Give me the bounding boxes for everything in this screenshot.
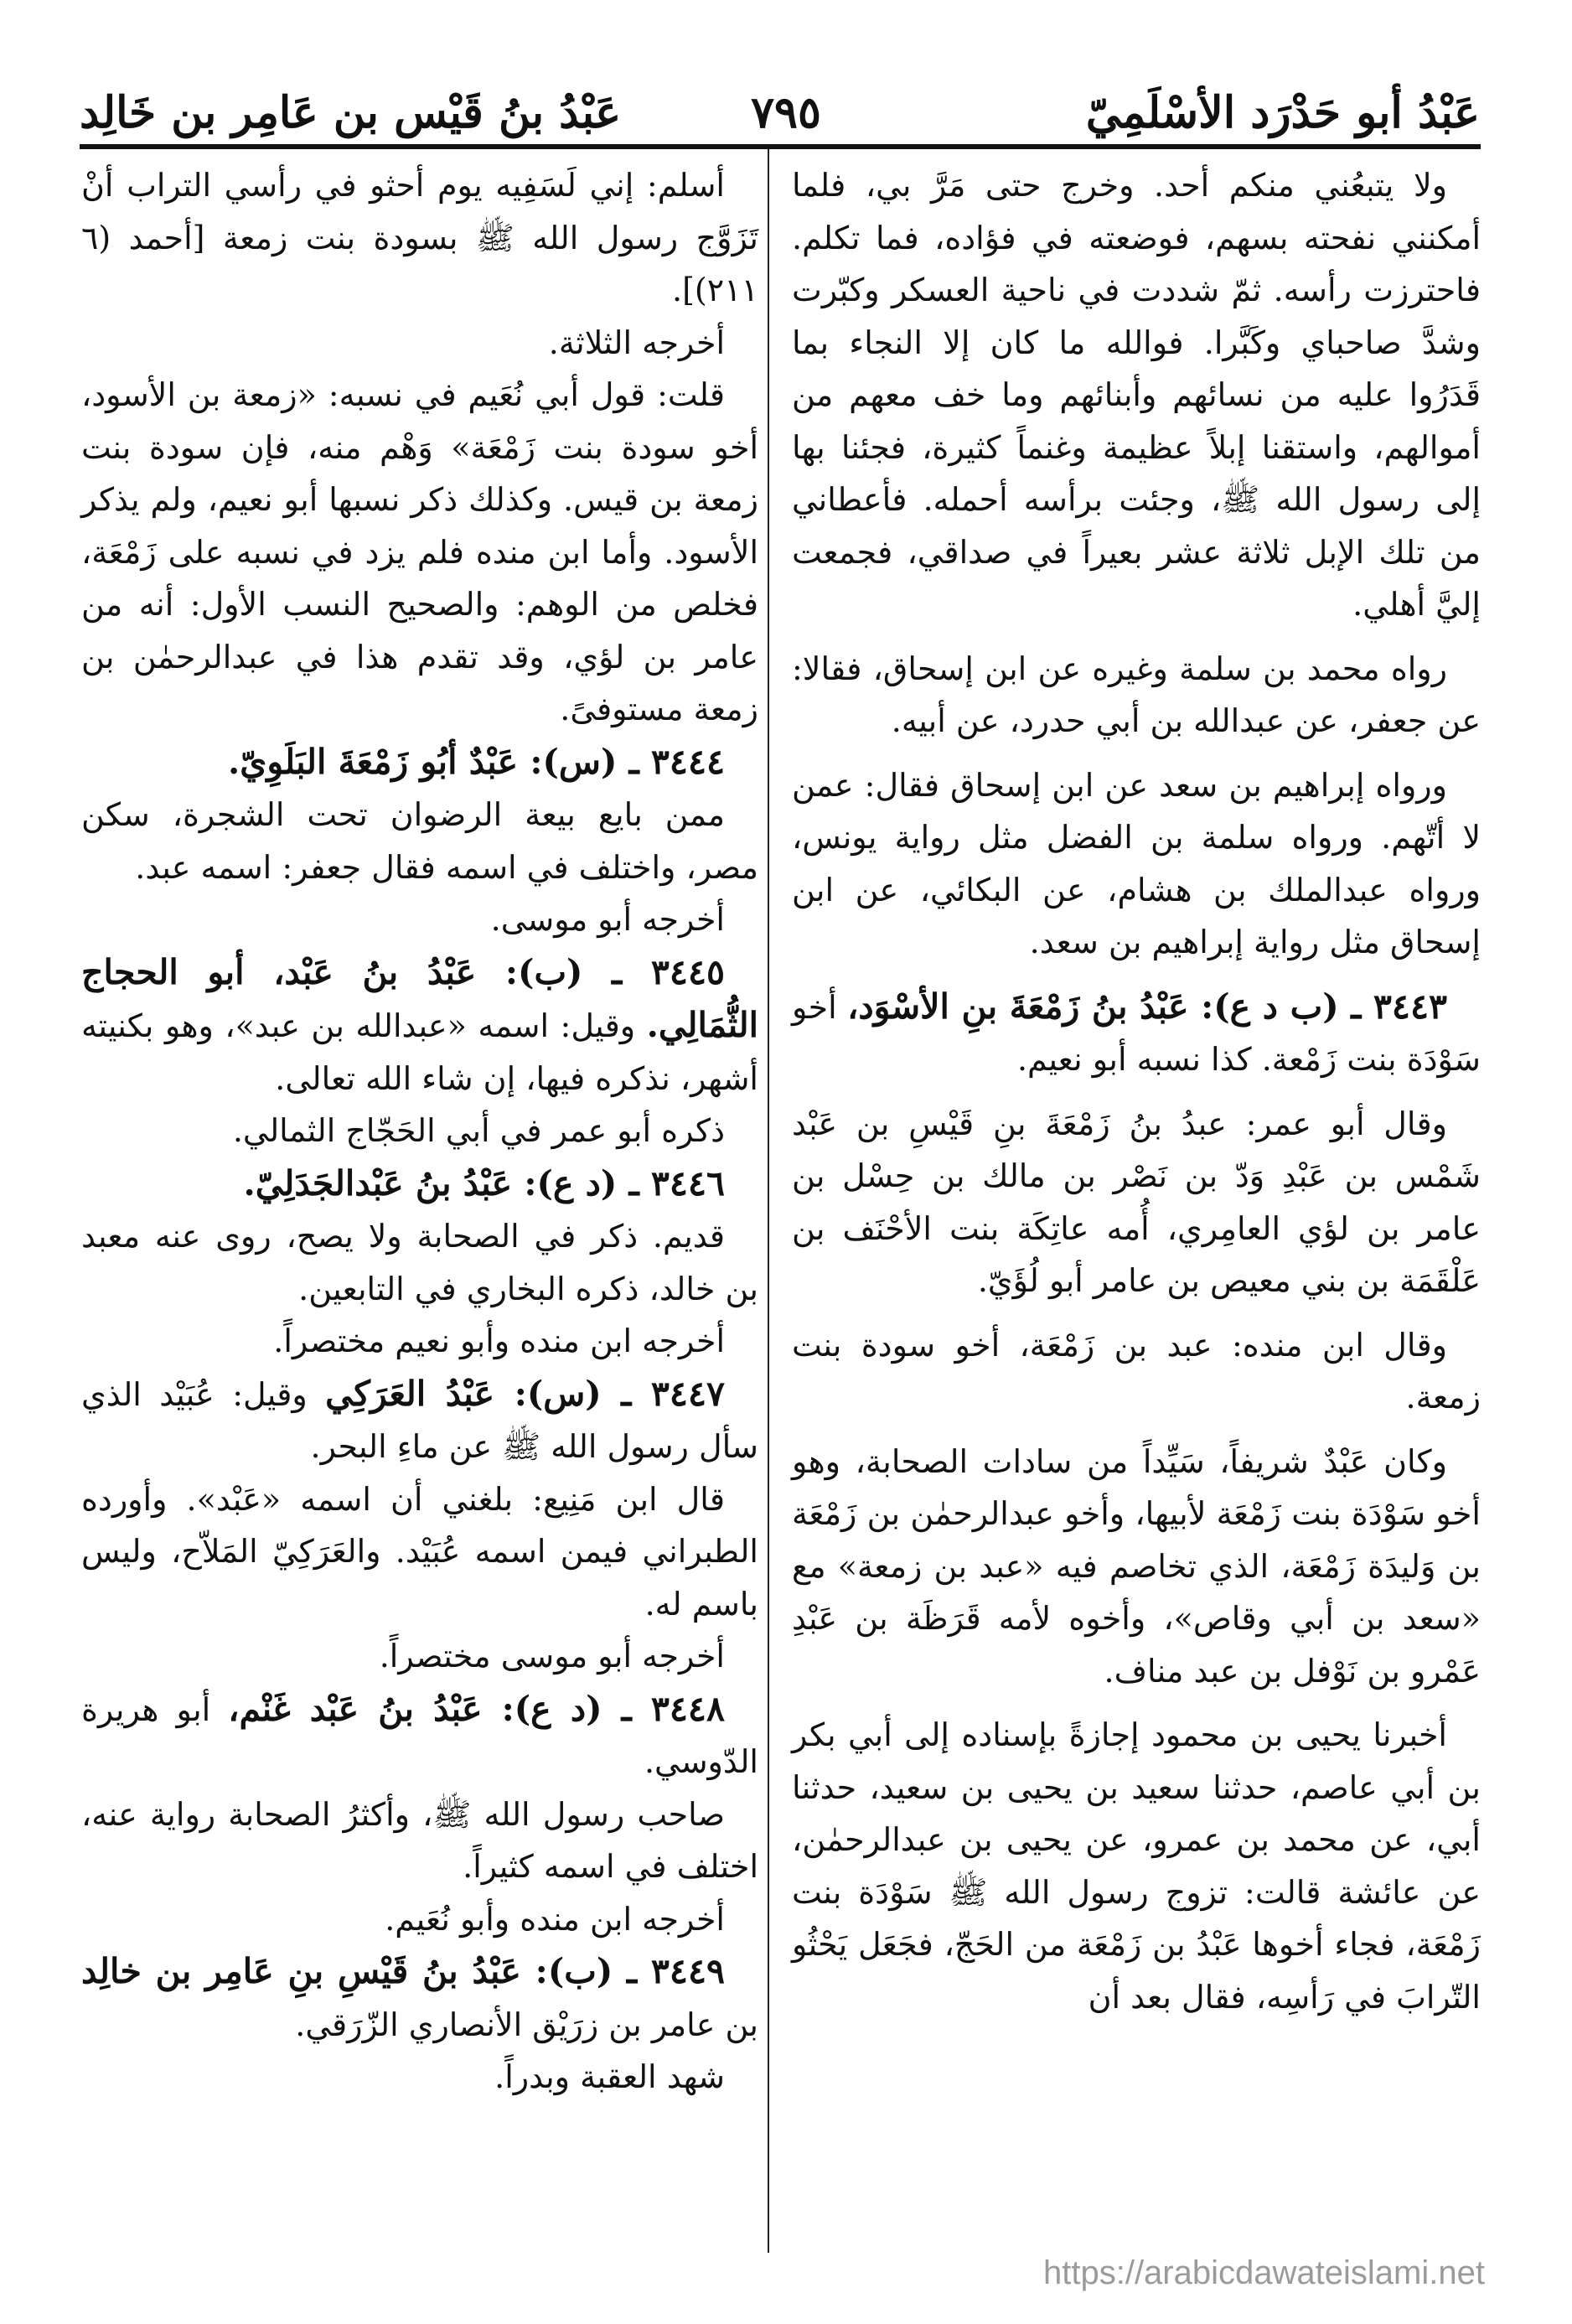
- paragraph-text: ممن بايع بيعة الرضوان تحت الشجرة، سكن مصر، واختلف في اسمه فقال جعفر: اسمه عبد.: [81, 796, 758, 886]
- paragraph: [792, 1319, 1481, 1424]
- entry-heading: ٣٤٤٨ ـ (د ع): عَبْدُ بنُ عَبْد غَنْم،: [228, 1688, 725, 1729]
- watermark: https://arabicdawateislami.net: [1043, 2254, 1485, 2291]
- paragraph: [792, 1436, 1481, 1698]
- paragraph: [792, 643, 1481, 748]
- paragraph: [81, 2051, 758, 2104]
- paragraph: [792, 1098, 1481, 1307]
- paragraph: [81, 317, 758, 370]
- paragraph-text: قديم. ذكر في الصحابة ولا يصح، روى عنه معبد بن خالد، ذكره البخاري في التابعين.: [81, 1218, 758, 1307]
- paragraph-text: أبو هريرة الدّوسي.: [81, 1690, 758, 1780]
- paragraph: [81, 1893, 758, 1946]
- entry-paragraph: [81, 1683, 758, 1788]
- paragraph-text: أخرجه الثلاثة.: [548, 323, 725, 361]
- paragraph-text: وقال ابن منده: عبد بن زَمْعَة، أخو سودة بنت زمعة.: [792, 1326, 1481, 1416]
- paragraph-text: أخرجه ابن منده وأبو نعيم مختصراً.: [273, 1322, 725, 1359]
- entry-paragraph: [81, 946, 758, 1105]
- paragraph: [792, 759, 1481, 969]
- paragraph: [792, 159, 1481, 631]
- paragraph-text: أخو سَوْدَة بنت زَمْعة. كذا نسبه أبو نعيم.: [792, 988, 1481, 1078]
- paragraph-text: ورواه إبراهيم بن سعد عن ابن إسحاق فقال: عمن لا أتّهم. ورواه سلمة بن الفضل مثل رواية يونس، ورواه عبدالملك بن هشام، عن البكائي، عن ابن إسحاق مثل رواية إبراهيم بن سعد.: [792, 766, 1481, 960]
- paragraph: [81, 1315, 758, 1368]
- paragraph-text: وقيل: عُبَيْد الذي سأل رسول الله ﷺ عن ماءِ البحر.: [81, 1375, 758, 1465]
- paragraph-text: أسلم: إني لَسَفِيه يوم أحثو في رأسي التراب أنْ تَزَوَّج رسول الله ﷺ بسودة بنت زمعة [أحمد (٦ ٢١١)].: [81, 167, 758, 308]
- paragraph-text: وكان عَبْدٌ شريفاً، سَيِّداً من سادات الصحابة، وهو أخو سَوْدَة بنت زَمْعَة لأبيها، وأخو عبدالرحمٰن بن زَمْعَة بن وَليدَة زَمْعَة، الذي تخاصم فيه «عبد بن زمعة» مع «سعد بن أبي وقاص»، وأخوه لأمه قَرَظَة بن عَبْدِ عَمْرو بن نَوْفل بن عبد مناف.: [792, 1442, 1481, 1690]
- paragraph-text: ولا يتبعُني منكم أحد. وخرج حتى مَرَّ بي، فلما أمكنني نفحته بسهم، فوضعته في فؤاده، فما تكلم. فاحترزت رأسه. ثمّ شددت في ناحية العسكر وكبّرت وشدَّ صاحباي وكَبَّرا. فوالله ما كان إلا النجاء بما قَدَرُوا عليه من نسائهم وأبنائهم وما خف معهم من أموالهم، واستقنا إبلاً عظيمة وغنماً كثيرة، فجئنا بها إلى رسول الله ﷺ، وجئت برأسه أحمله. فأعطاني من تلك الإبل ثلاثة عشر بعيراً في صداقي، فجمعت إليَّ أهلي.: [792, 167, 1481, 623]
- column-divider: [768, 149, 769, 2253]
- paragraph-text: أخرجه أبو موسى.: [490, 901, 725, 938]
- running-head-right: عَبْدُ أبو حَدْرَد الأسْلَمِيّ: [1085, 87, 1480, 138]
- paragraph-text: وقال أبو عمر: عبدُ بنُ زَمْعَةَ بنِ قَيْسِ بن عَبْد شَمْس بن عَبْدِ وَدّ بن نَصْر بن مالك بن حِسْل بن عامر بن لؤي العامِري، أُمه عاتِكَة بنت الأحْنَف بن عَلْقَمَة بن بني معيص بن عامر أبو لُؤَيّ.: [792, 1105, 1481, 1299]
- paragraph: [81, 159, 758, 317]
- paragraph-text: أخبرنا يحيى بن محمود إجازةً بإسناده إلى أبي بكر بن أبي عاصم، حدثنا سعيد بن يحيى بن سعيد، حدثنا أبي، عن محمد بن عمرو، عن يحيى بن عبدالرحمٰن، عن عائشة قالت: تزوج رسول الله ﷺ سَوْدَة بنت زَمْعَة، فجاء أخوها عَبْدُ بن زَمْعَة من الحَجّ، فجَعَل يَحْثُو التّرابَ في رَأسِه، فقال بعد أن: [792, 1716, 1481, 2016]
- entry-heading: ٣٤٤٧ ـ (س): عَبْدُ العَرَكِي: [325, 1373, 725, 1414]
- entry-heading: ٣٤٤٣ ـ (ب د ع): عَبْدُ بنُ زَمْعَةَ بنِ الأسْوَد،: [847, 986, 1447, 1027]
- paragraph-text: أخرجه أبو موسى مختصراً.: [379, 1638, 725, 1674]
- paragraph: [81, 1630, 758, 1683]
- paragraph-text: صاحب رسول الله ﷺ، وأكثرُ الصحابة رواية عنه، اختلف في اسمه كثيراً.: [81, 1795, 758, 1885]
- entry-paragraph: [792, 981, 1481, 1086]
- right-column: [792, 159, 1481, 2023]
- running-head-left: عَبْدُ بنُ قَيْس بن عَامِر بن خَالِد: [80, 87, 622, 138]
- paragraph-text: ذكره أبو عمر في أبي الحَجّاج الثمالي.: [232, 1112, 725, 1149]
- header-rule: [80, 144, 1481, 149]
- entry-heading: ٣٤٤٦ ـ (د ع): عَبْدُ بنُ عَبْدالجَدَلِيّ.: [243, 1162, 725, 1203]
- paragraph-text: أخرجه ابن منده وأبو نُعَيم.: [385, 1900, 725, 1938]
- entry-paragraph: [81, 1368, 758, 1473]
- paragraph: [792, 1709, 1481, 2023]
- entry-heading: ٣٤٤٩ ـ (ب): عَبْدُ بنُ قَيْسِ بنِ عَامِر بن خالِد: [81, 1951, 725, 1991]
- paragraph-text: وقيل: اسمه «عبدالله بن عبد»، وهو بكنيته أشهر، نذكره فيها، إن شاء الله تعالى.: [81, 1007, 758, 1097]
- left-column: [81, 159, 758, 2104]
- paragraph: [81, 1210, 758, 1315]
- paragraph-text: بن عامر بن زرَيْق الأنصاري الزّرَقي.: [295, 2006, 758, 2043]
- entry-heading: ٣٤٤٥ ـ (ب): عَبْدُ بنُ عَبْد، أبو الحجاج الثُّمَالِي.: [81, 951, 758, 1045]
- paragraph: [81, 1473, 758, 1631]
- paragraph: [81, 369, 758, 736]
- entry-paragraph: [81, 1157, 758, 1211]
- entry-paragraph: [81, 736, 758, 789]
- paragraph-text: شهد العقبة وبدراً.: [494, 2058, 725, 2095]
- paragraph-text: قلت: قول أبي نُعَيم في نسبه: «زمعة بن الأسود، أخو سودة بنت زَمْعَة» وَهْم منه، فإن سودة بنت زمعة بن قيس. وكذلك ذكر نسبها أبو نعيم، ولم يذكر الأسود. وأما ابن منده فلم يزد في نسبه على زَمْعَة، فخلص من الوهم: والصحيح النسب الأول: أنه من عامر بن لؤي، وقد تقدم هذا في عبدالرحمٰن بن زمعة مستوفىً.: [81, 376, 758, 727]
- paragraph: [81, 1105, 758, 1157]
- paragraph: [81, 789, 758, 893]
- paragraph: [81, 893, 758, 946]
- paragraph-text: قال ابن مَنِيع: بلغني أن اسمه «عَبْد». وأورده الطبراني فيمن اسمه عُبَيْد. والعَرَكِيّ المَلاّح، وليس باسم له.: [81, 1480, 758, 1623]
- page-number: ٧٩٥: [751, 87, 821, 138]
- entry-heading: ٣٤٤٤ ـ (س): عَبْدٌ أبُو زَمْعَةَ البَلَوِيّ.: [228, 741, 725, 782]
- entry-paragraph: [81, 1945, 758, 2051]
- paragraph-text: رواه محمد بن سلمة وغيره عن ابن إسحاق، فقالا: عن جعفر، عن عبدالله بن أبي حدرد، عن أبيه.: [792, 650, 1481, 739]
- paragraph: [81, 1788, 758, 1893]
